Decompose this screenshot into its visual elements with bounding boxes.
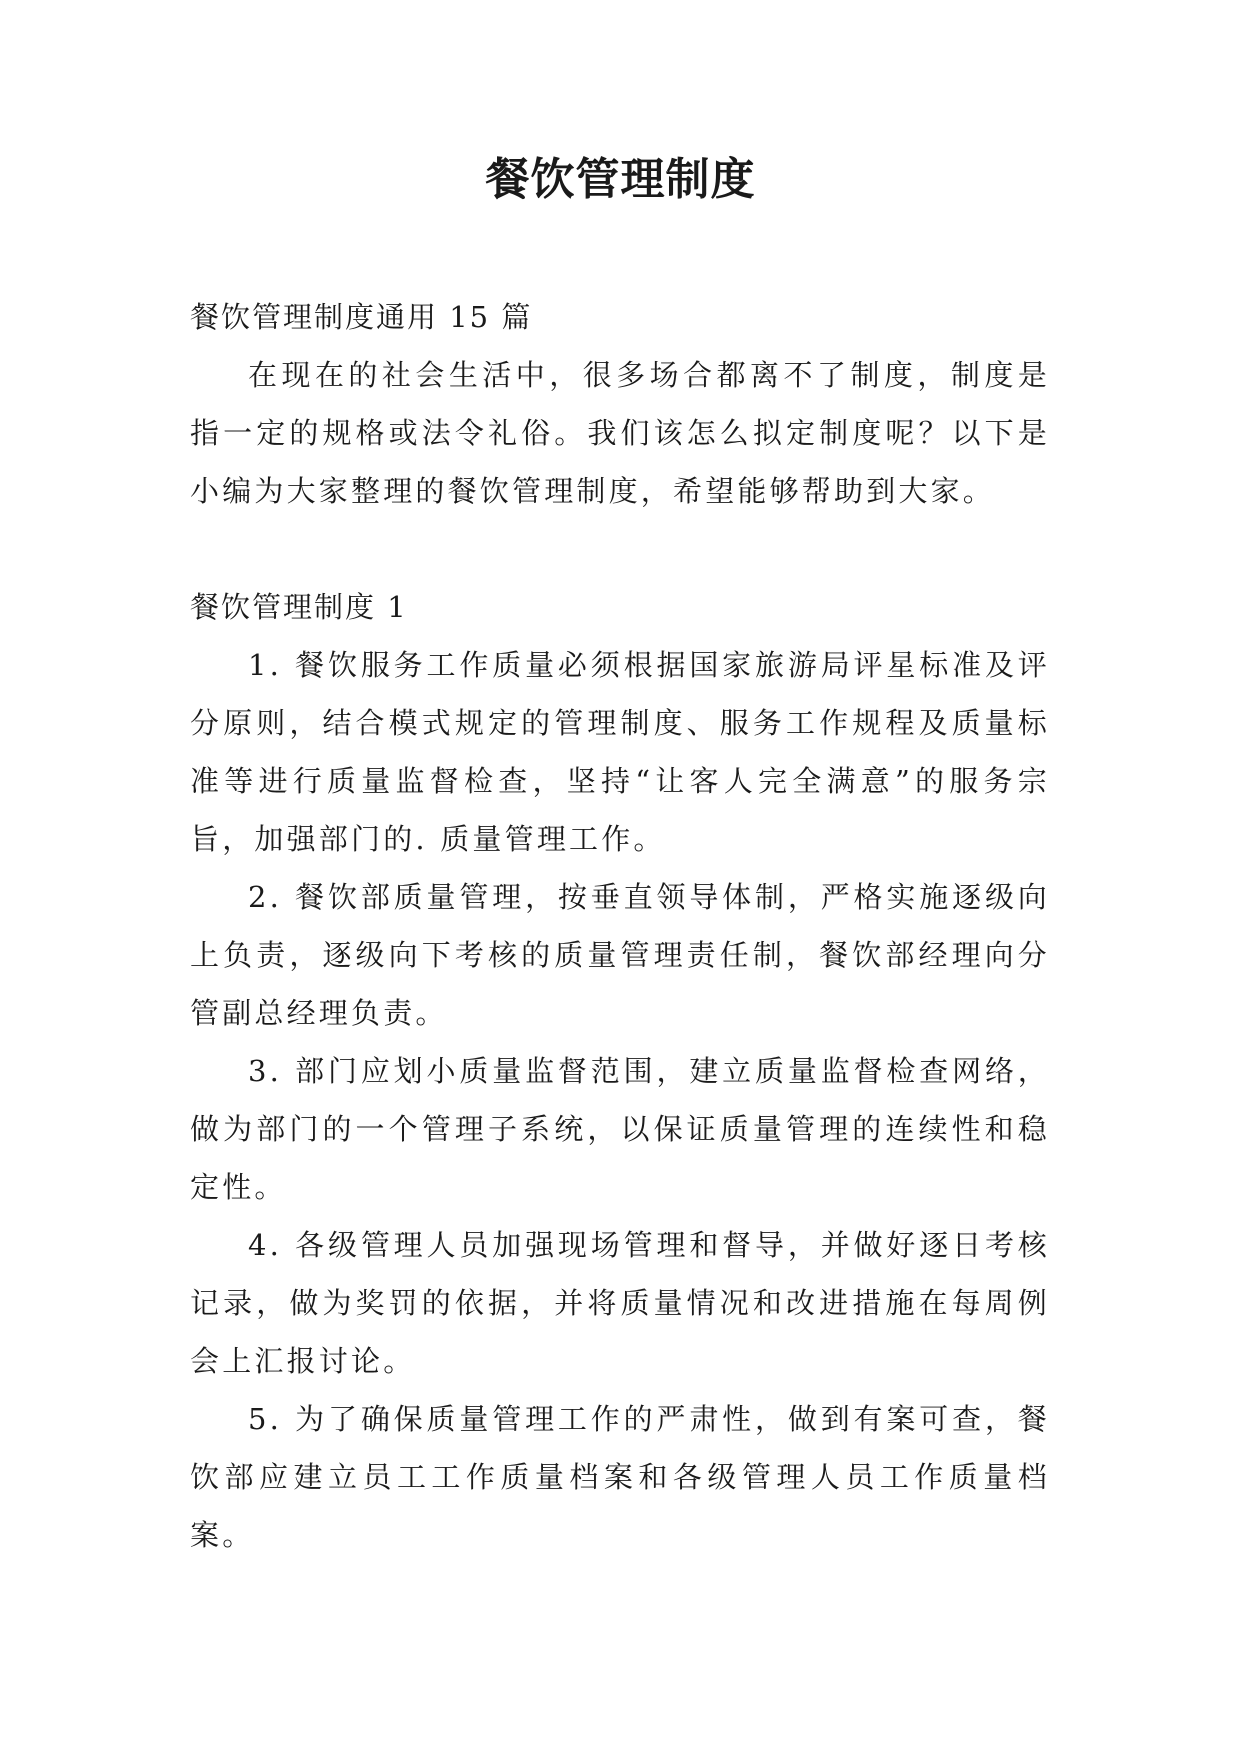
list-item: 5. 为了确保质量管理工作的严肃性，做到有案可查，餐饮部应建立员工工作质量档案和各级管理人员工作质量档案。	[190, 1402, 1050, 1552]
list-item: 2. 餐饮部质量管理，按垂直领导体制，严格实施逐级向上负责，逐级向下考核的质量管理责任制，餐饮部经理向分管副总经理负责。	[190, 880, 1050, 1030]
list-item: 1. 餐饮服务工作质量必须根据国家旅游局评星标准及评分原则，结合模式规定的管理制度、服务工作规程及质量标准等进行质量监督检查，坚持“让客人完全满意”的服务宗旨，加强部门的. 质量管理工作。	[190, 648, 1050, 856]
document-body	[190, 288, 1050, 1564]
document-subtitle: 餐饮管理制度通用 15 篇	[190, 300, 533, 334]
intro-paragraph: 在现在的社会生活中，很多场合都离不了制度，制度是指一定的规格或法令礼俗。我们该怎么拟定制度呢？以下是小编为大家整理的餐饮管理制度，希望能够帮助到大家。	[190, 358, 1050, 508]
list-item: 4. 各级管理人员加强现场管理和督导，并做好逐日考核记录，做为奖罚的依据，并将质量情况和改进措施在每周例会上汇报讨论。	[190, 1228, 1050, 1378]
document-title: 餐饮管理制度	[485, 154, 756, 205]
section-heading: 餐饮管理制度 1	[190, 590, 408, 624]
list-item: 3. 部门应划小质量监督范围，建立质量监督检查网络，做为部门的一个管理子系统，以保证质量管理的连续性和稳定性。	[190, 1054, 1050, 1204]
section-spacer	[190, 520, 1050, 578]
